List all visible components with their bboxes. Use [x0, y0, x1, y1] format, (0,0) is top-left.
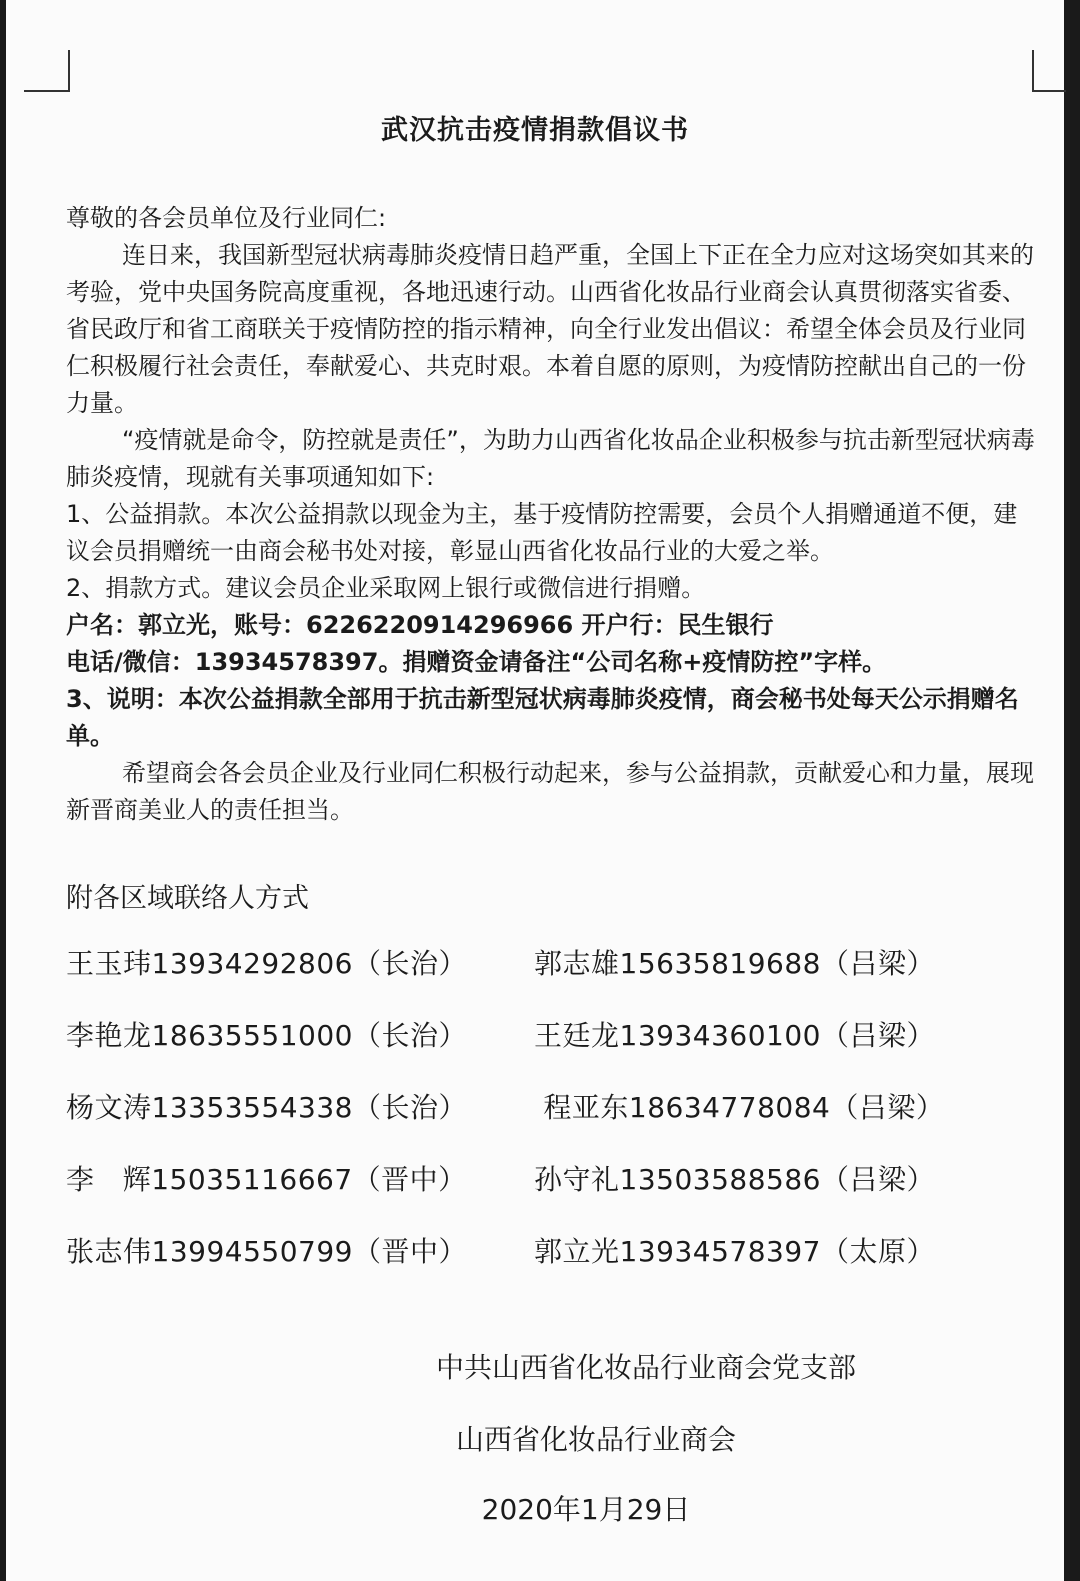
document-title: 武汉抗击疫情捐款倡议书	[381, 115, 689, 146]
closing-paragraph: 希望商会各会员企业及行业同仁积极行动起来，参与公益捐款，贡献爱心和力量，展现新晋商美业人的责任担当。	[66, 759, 1034, 824]
contact-row	[66, 1014, 1026, 1086]
contact-entry: 王廷龙13934360100（吕梁）	[534, 1019, 935, 1052]
contact-entry: 杨文涛13353554338（长治）	[66, 1091, 467, 1124]
contact-entry: 程亚东18634778084（吕梁）	[534, 1091, 945, 1124]
contact-entry: 王玉玮13934292806（长治）	[66, 947, 467, 980]
contact-entry: 孙守礼13503588586（吕梁）	[534, 1163, 935, 1196]
account-line: 户名：郭立光，账号：6226220914296966 开户行：民生银行	[66, 611, 774, 639]
contact-entry: 张志伟13994550799（晋中）	[66, 1235, 467, 1268]
contact-row	[66, 1086, 1026, 1158]
signature-party-branch: 中共山西省化妆品行业商会党支部	[435, 1351, 856, 1384]
phone-line: 电话/微信：13934578397。捐赠资金请备注“公司名称+疫情防控”字样。	[66, 648, 887, 676]
contact-row	[66, 1158, 1026, 1230]
contact-entry: 李艳龙18635551000（长治）	[66, 1019, 467, 1052]
item-2: 2、捐款方式。建议会员企业采取网上银行或微信进行捐赠。	[66, 574, 706, 602]
document-date: 2020年1月29日	[481, 1493, 691, 1526]
contact-entry: 李 辉15035116667（晋中）	[66, 1163, 467, 1196]
contact-heading: 附各区域联络人方式	[66, 883, 309, 914]
contact-row	[66, 942, 1026, 1014]
contact-row	[66, 1230, 1026, 1302]
item-3: 3、说明：本次公益捐款全部用于抗击新型冠状病毒肺炎疫情，商会秘书处每天公示捐赠名单。	[66, 685, 1019, 750]
contact-entry: 郭立光13934578397（太原）	[534, 1235, 935, 1268]
contact-entry: 郭志雄15635819688（吕梁）	[534, 947, 935, 980]
paragraph-1: 连日来，我国新型冠状病毒肺炎疫情日趋严重，全国上下正在全力应对这场突如其来的考验，党中央国务院高度重视，各地迅速行动。山西省化妆品行业商会认真贯彻落实省委、省民政厅和省工商联关于疫情防控的指示精神，向全行业发出倡议：希望全体会员及行业同仁积极履行社会责任，奉献爱心、共克时艰。本着自愿的原则，为疫情防控献出自己的一份力量。	[66, 241, 1034, 417]
signature-chamber: 山西省化妆品行业商会	[455, 1423, 736, 1456]
document-body	[66, 200, 1036, 829]
crop-mark-top-left	[24, 50, 70, 92]
contact-list	[66, 942, 1026, 1302]
item-1: 1、公益捐款。本次公益捐款以现金为主，基于疫情防控需要，会员个人捐赠通道不便，建议会员捐赠统一由商会秘书处对接，彰显山西省化妆品行业的大爱之举。	[66, 500, 1018, 565]
paragraph-2: “疫情就是命令，防控就是责任”，为助力山西省化妆品企业积极参与抗击新型冠状病毒肺炎疫情，现就有关事项通知如下:	[66, 426, 1035, 491]
document-page	[6, 0, 1064, 1581]
salutation: 尊敬的各会员单位及行业同仁:	[66, 204, 387, 232]
crop-mark-top-right	[1032, 50, 1066, 92]
